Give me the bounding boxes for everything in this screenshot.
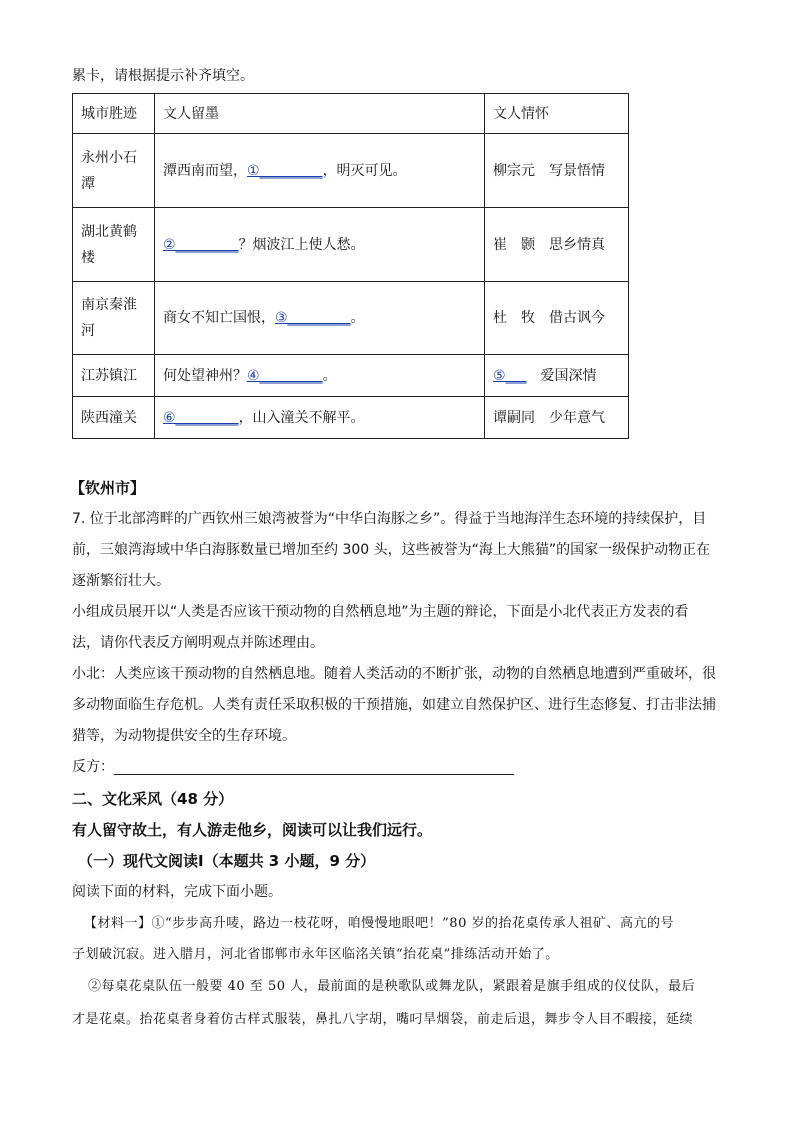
q7-line: 小组成员展开以“人类是否应该干预动物的自然栖息地”为主题的辩论，下面是小北代表正方发表的看 bbox=[72, 604, 689, 620]
material-line: 【材料一】①“步步高升唛，路边一枝花呀，咱慢慢地眼吧！”80 岁的抬花桌传承人祖矿、高亢的号 bbox=[84, 916, 674, 931]
cell-verse: ⑥_________，山入潼关不解平。 bbox=[155, 397, 485, 439]
fill-blank-5[interactable]: ⑤___ bbox=[493, 367, 527, 384]
q7-line: 7. 位于北部湾畔的广西钦州三娘湾被誉为“中华白海豚之乡”。得益于当地海洋生态环境的持续保护，目 bbox=[72, 511, 707, 527]
q7-line: 逐渐繁衍壮大。 bbox=[72, 573, 170, 589]
cell-feeling: 崔 颢 思乡情真 bbox=[485, 208, 629, 282]
header-feeling: 文人情怀 bbox=[485, 94, 629, 134]
q7-line: 猎等，为动物提供安全的生存环境。 bbox=[72, 728, 296, 744]
cell-city: 永州小石潭 bbox=[73, 134, 155, 208]
material-line: 才是花桌。抬花桌者身着仿古样式服装，鼻扎八字胡，嘴叼旱烟袋，前走后退，舞步令人目不暇接，延续 bbox=[72, 1012, 694, 1027]
cell-city: 湖北黄鹤楼 bbox=[73, 208, 155, 282]
table-row bbox=[73, 355, 629, 397]
table-row bbox=[73, 397, 629, 439]
cell-verse: 潭西南而望，①_________，明灭可见。 bbox=[155, 134, 485, 208]
table-row bbox=[73, 134, 629, 208]
section-subtitle: 有人留守故土，有人游走他乡，阅读可以让我们远行。 bbox=[72, 821, 433, 839]
section-title: 二、文化采风（48 分） bbox=[72, 790, 234, 808]
cell-city: 南京秦淮河 bbox=[73, 282, 155, 355]
fill-blank-3[interactable]: ③_________ bbox=[275, 310, 351, 326]
header-city: 城市胜迹 bbox=[73, 94, 155, 134]
intro-text: 累卡，请根据提示补齐填空。 bbox=[72, 68, 254, 84]
fill-blank-1[interactable]: ①_________ bbox=[247, 162, 323, 179]
table-row bbox=[73, 208, 629, 282]
fill-blank-2[interactable]: ②_________ bbox=[163, 236, 239, 253]
region-heading: 【钦州市】 bbox=[70, 479, 146, 497]
cell-city: 江苏镇江 bbox=[73, 355, 155, 397]
cell-verse: ②_________？烟波江上使人愁。 bbox=[155, 208, 485, 282]
material-line: 子划破沉寂。进入腊月，河北省邯郸市永年区临洺关镇“抬花桌”排练活动开始了。 bbox=[72, 947, 559, 962]
instruction-text: 阅读下面的材料，完成下面小题。 bbox=[72, 884, 282, 900]
header-verse: 文人留墨 bbox=[155, 94, 485, 134]
fill-blank-6[interactable]: ⑥_________ bbox=[163, 409, 239, 426]
q7-line: 法，请你代表反方阐明观点并陈述理由。 bbox=[72, 635, 324, 651]
material-line: ②每桌花桌队伍一般要 40 至 50 人，最前面的是秧歌队或舞龙队，紧跟着是旗手组成的仪仗队，最后 bbox=[88, 979, 696, 994]
cell-city: 陕西潼关 bbox=[73, 397, 155, 439]
cell-feeling: 杜 牧 借古讽今 bbox=[485, 282, 629, 355]
part-title: （一）现代文阅读Ⅰ（本题共 3 小题，9 分） bbox=[78, 852, 376, 870]
cell-verse: 何处望神州？④_________。 bbox=[155, 355, 485, 397]
table-header-row bbox=[73, 94, 629, 134]
table-row bbox=[73, 282, 629, 355]
cell-feeling: 谭嗣同 少年意气 bbox=[485, 397, 629, 439]
cell-feeling: ⑤___ 爱国深情 bbox=[485, 355, 629, 397]
fill-blank-4[interactable]: ④_________ bbox=[247, 367, 323, 384]
cell-verse: 商女不知亡国恨，③_________。 bbox=[155, 282, 485, 355]
answer-input-line[interactable] bbox=[114, 773, 514, 775]
q7-line: 多动物面临生存危机。人类有责任采取积极的干预措施，如建立自然保护区、进行生态修复、打击非法捕 bbox=[72, 697, 716, 713]
q7-line: 前，三娘湾海域中华白海豚数量已增加至约 300 头，这些被誉为“海上大熊猫”的国家一级保护动物正在 bbox=[72, 542, 711, 558]
poetry-table bbox=[72, 93, 629, 439]
cell-feeling: 柳宗元 写景悟情 bbox=[485, 134, 629, 208]
q7-line: 小北：人类应该干预动物的自然栖息地。随着人类活动的不断扩张，动物的自然栖息地遭到严重破坏，很 bbox=[72, 666, 716, 682]
answer-label: 反方： bbox=[72, 759, 114, 775]
